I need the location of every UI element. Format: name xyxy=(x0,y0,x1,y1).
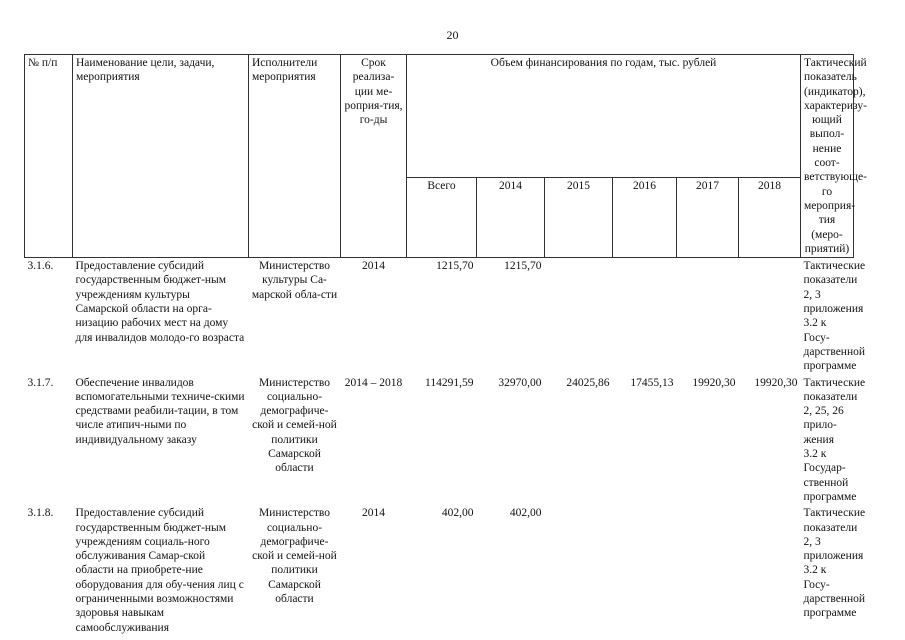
row-total: 114291,59 xyxy=(425,376,474,389)
row-indicator: Тактические показатели 2, 3 приложения 3.2 к Госу-дарственной программе xyxy=(803,507,866,620)
row-num: 3.1.8. xyxy=(27,507,54,520)
row-2018 xyxy=(739,505,801,636)
row-indicator: Тактические показатели 2, 3 приложения 3.2 к Госу-дарственной программе xyxy=(803,260,866,373)
header-year-2018: 2018 xyxy=(739,177,801,257)
header-executors: Исполнители мероприятия xyxy=(249,55,341,258)
program-table xyxy=(24,54,867,636)
row-indicator: Тактические показатели 2, 25, 26 прило-жения 3.2 к Государ-ственной программе xyxy=(803,376,866,503)
row-term: 2014 xyxy=(362,507,385,520)
row-2016: 17455,13 xyxy=(630,376,674,389)
row-name: Обеспечение инвалидов вспомогательными техниче-скими средствами реабили-тации, в том числе атипич-ными по индивидуальному заказу xyxy=(75,376,245,446)
row-total: 402,00 xyxy=(441,507,474,520)
row-2017: 19920,30 xyxy=(692,376,736,389)
table-row xyxy=(25,505,854,636)
row-total: 1215,70 xyxy=(436,260,474,273)
row-executors: Министерство социально-демографиче-ской и семей-ной политики Самарской области xyxy=(252,376,337,475)
row-name: Предоставление субсидий государственным бюджет-ным учреждениям культуры Самарской области на орга-низацию рабочих мест на дому для инвалидов молодо-го возраста xyxy=(75,260,245,344)
row-executors: Министерство социально-демографиче-ской и семей-ной политики Самарской области xyxy=(252,507,337,605)
header-year-2017: 2017 xyxy=(677,177,739,257)
row-term: 2014 xyxy=(362,260,385,273)
header-year-2014: 2014 xyxy=(477,177,545,257)
row-2016 xyxy=(613,258,677,375)
table-row xyxy=(25,258,854,375)
header-term: Срок реализа-ции ме-роприя-тия, го-ды xyxy=(341,55,407,258)
header-name: Наименование цели, задачи, мероприятия xyxy=(73,55,249,258)
row-2017 xyxy=(677,258,739,375)
row-name: Предоставление субсидий государственным бюджет-ным учреждениям социаль-ного обслуживания Самар-ской области на приобрете-ние оборудования для обу-чения лиц с ограниченными возможностями здоровья навыкам самообслуживания xyxy=(75,507,244,634)
row-2018 xyxy=(739,258,801,375)
row-2016 xyxy=(613,505,677,636)
row-2015 xyxy=(545,258,613,375)
row-num: 3.1.6. xyxy=(27,260,54,273)
header-num: № п/п xyxy=(25,55,73,258)
row-2018: 19920,30 xyxy=(754,376,798,389)
table-row xyxy=(25,375,854,506)
header-indicator: Тактический показатель (индикатор), характеризу-ющий выпол-нение соот-ветствующе-го мероприя-тия (меро-приятий) xyxy=(801,55,854,258)
row-2014: 32970,00 xyxy=(498,376,542,389)
row-executors: Министерство культуры Са-марской обла-сти xyxy=(251,260,338,301)
row-2015: 24025,86 xyxy=(566,376,610,389)
header-year-2016: 2016 xyxy=(613,177,677,257)
header-total: Всего xyxy=(407,177,477,257)
row-2017 xyxy=(677,505,739,636)
row-2015 xyxy=(545,505,613,636)
row-term: 2014 – 2018 xyxy=(344,376,403,389)
row-2014: 1215,70 xyxy=(504,260,542,273)
row-num: 3.1.7. xyxy=(27,376,54,389)
header-year-2015: 2015 xyxy=(545,177,613,257)
page-number: 20 xyxy=(446,28,459,42)
row-2014: 402,00 xyxy=(509,507,542,520)
header-funding: Объем финансирования по годам, тыс. рублей xyxy=(407,55,801,178)
